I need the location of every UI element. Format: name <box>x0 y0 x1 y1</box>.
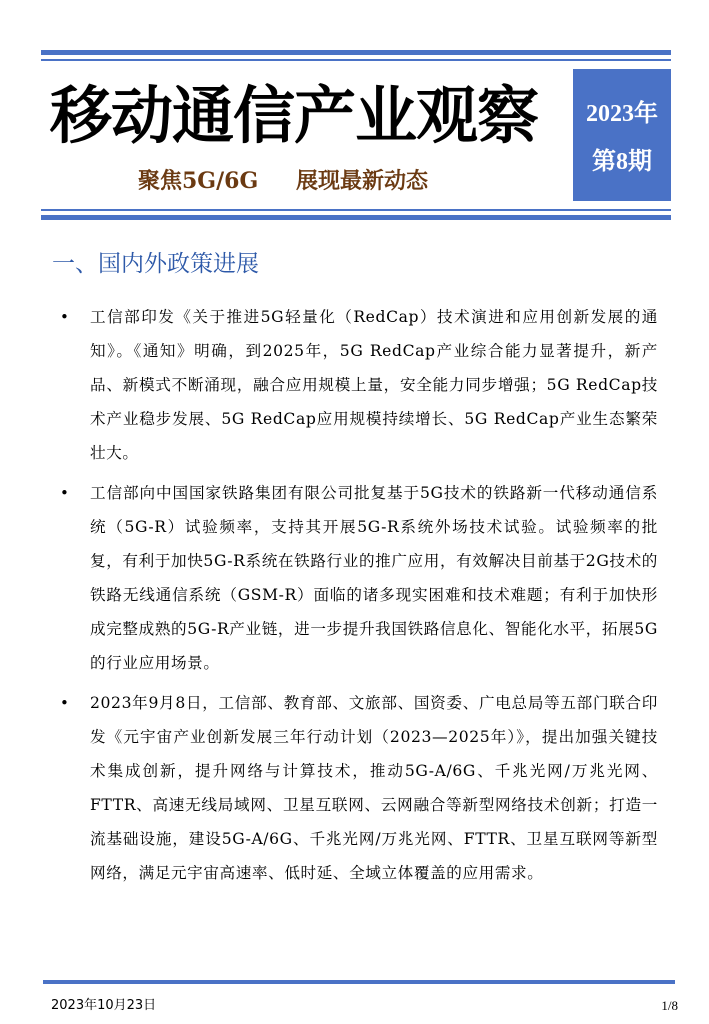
list-item <box>0 686 709 890</box>
bullet-icon: • <box>60 484 69 502</box>
masthead-slogan-left: 聚焦5G/6G <box>138 168 259 194</box>
header-rule-bottom-thin <box>41 209 671 211</box>
footer-rule <box>43 980 675 984</box>
issue-badge <box>573 69 671 201</box>
header-rule-top-thick <box>41 50 671 55</box>
header-rule-bottom-thick <box>41 215 671 220</box>
bullet-icon: • <box>60 694 69 712</box>
section-heading: 一、国内外政策进展 <box>52 251 259 277</box>
news-list <box>0 300 709 896</box>
masthead-title: 移动通信产业观察 <box>50 79 539 152</box>
page-number: 1/8 <box>661 998 678 1013</box>
bullet-icon: • <box>60 308 69 326</box>
list-item-text: 2023年9月8日，工信部、教育部、文旅部、国资委、广电总局等五部门联合印发《元宇宙产业创新发展三年行动计划（2023—2025年）》，提出加强关键技术集成创新，提升网络与计算技术，推动5G-A/6G、千兆光网/万兆光网、FTTR、高速无线局域网、卫星互联网、云网融合等新型网络技术创新；打造一流基础设施，建设5G-A/6G、千兆光网/万兆光网、FTTR、卫星互联网等新型网络，满足元宇宙高速率、低时延、全域立体覆盖的应用需求。 <box>90 694 658 882</box>
list-item <box>0 300 709 470</box>
header-rule-top-thin <box>41 59 671 61</box>
masthead-slogan-right: 展现最新动态 <box>296 168 429 194</box>
list-item-text: 工信部印发《关于推进5G轻量化（RedCap）技术演进和应用创新发展的通知》。《通知》明确，到2025年，5G RedCap产业综合能力显著提升，新产品、新模式不断涌现，融合应用规模上量，安全能力同步增强；5G RedCap技术产业稳步发展、5G RedCap应用规模持续增长、5G RedCap产业生态繁荣壮大。 <box>90 308 658 462</box>
list-item <box>0 476 709 680</box>
issue-number: 第8期 <box>592 149 652 175</box>
list-item-text: 工信部向中国国家铁路集团有限公司批复基于5G技术的铁路新一代移动通信系统（5G-R）试验频率，支持其开展5G-R系统外场技术试验。试验频率的批复，有利于加快5G-R系统在铁路行业的推广应用，有效解决目前基于2G技术的铁路无线通信系统（GSM-R）面临的诸多现实困难和技术难题；有利于加快形成完整成熟的5G-R产业链，进一步提升我国铁路信息化、智能化水平，拓展5G的行业应用场景。 <box>90 484 658 672</box>
footer-date: 2023年10月23日 <box>51 998 157 1013</box>
issue-year: 2023年 <box>586 101 658 127</box>
